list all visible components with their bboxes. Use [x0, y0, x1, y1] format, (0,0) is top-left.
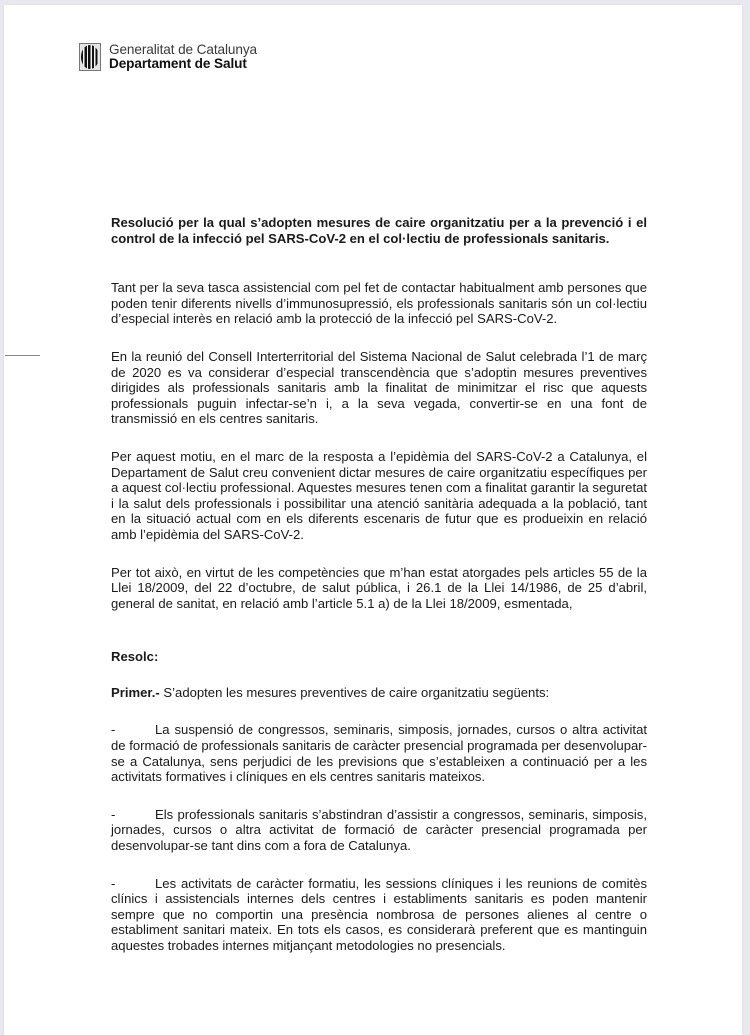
bullet-dash: - — [111, 806, 116, 822]
primer-text: S’adopten les mesures preventives de caire organitzatiu següents: — [159, 684, 550, 700]
primer-label: Primer.- — [111, 684, 160, 700]
bullet-text: La suspensió de congressos, seminaris, simposis, jornades, cursos o altra activitat de formació de professionals sanitaris de caràcter presencial programada per desenvolupar-se a Catalunya, sens perjudici de les previsions que s’estableixen a continuació per a les activitats formatives i clíniques en els centres sanitaris mateixos. — [111, 722, 647, 785]
department-logo — [79, 41, 257, 73]
resolc-heading: Resolc: — [111, 649, 159, 665]
primer-paragraph — [111, 685, 647, 701]
bullet-dash: - — [111, 875, 116, 891]
paragraph-1: Tant per la seva tasca assistencial com pel fet de contactar habitualment amb persones que poden tenir diferents nivells d’immunosupressió, els professionals sanitaris són un col·lectiu d’especial interès en relació amb la protecció de la infecció pel SARS-CoV-2. — [111, 280, 647, 327]
bullet-item-3 — [111, 876, 647, 954]
department-name: Departament de Salut — [109, 56, 247, 71]
paragraph-4: Per tot això, en virtut de les competències que m’han estat atorgades pels articles 55 de la Llei 18/2009, del 22 d’octubre, de salut pública, i 26.1 de la Llei 14/1986, de 25 d’abril, general de sanitat, en relació amb l’article 5.1 a) de la Llei 18/2009, esmentada, — [111, 564, 647, 611]
document-title: Resolució per la qual s’adopten mesures de caire organitzatiu per a la prevenció i el control de la infecció pel SARS-CoV-2 en el col·lectiu de professionals sanitaris. — [111, 215, 647, 246]
bullet-text: Les activitats de caràcter formatiu, les sessions clíniques i les reunions de comitès clínics i assistencials internes dels centres i establiments sanitaris es poden mantenir sempre que no comportin una presència nombrosa de persones alienes al centre o establiment sanitari mateix. En tots els casos, es considerarà preferent que es mantinguin aquestes trobades internes mitjançant metodologies no presencials. — [111, 875, 647, 953]
document-body — [111, 215, 647, 954]
bullet-dash: - — [111, 722, 116, 738]
org-name: Generalitat de Catalunya — [109, 42, 257, 57]
margin-mark — [5, 355, 40, 356]
paragraph-3: Per aquest motiu, en el marc de la resposta a l’epidèmia del SARS-CoV-2 a Catalunya, el Departament de Salut creu convenient dictar mesures de caire organitzatiu específiques per a aquest col·lectiu professional. Aquestes mesures tenen com a finalitat garantir la seguretat i la salut dels professionals i possibilitar una atenció sanitària adequada a la població, tant en la situació actual com en els diferents escenaris de futur que es produeixin en relació amb l’epidèmia del SARS-CoV-2. — [111, 448, 647, 542]
paragraph-2: En la reunió del Consell Interterritorial del Sistema Nacional de Salut celebrada l’1 de març de 2020 es va considerar d’especial transcendència que s’adoptin mesures preventives dirigides als professionals sanitaris amb la finalitat de minimitzar el risc que aquests professionals puguin infectar-se’n i, a la seva vegada, convertir-se en una font de transmissió en els centres sanitaris. — [111, 348, 647, 427]
senyera-emblem-icon — [79, 43, 101, 71]
bullet-text: Els professionals sanitaris s’abstindran d’assistir a congressos, seminaris, simposis, jornades, cursos o altra activitat de formació de caràcter presencial programada per desenvolupar-se tant dins com a fora de Catalunya. — [111, 806, 647, 854]
bullet-item-1 — [111, 722, 647, 784]
bullet-item-2 — [111, 807, 647, 854]
